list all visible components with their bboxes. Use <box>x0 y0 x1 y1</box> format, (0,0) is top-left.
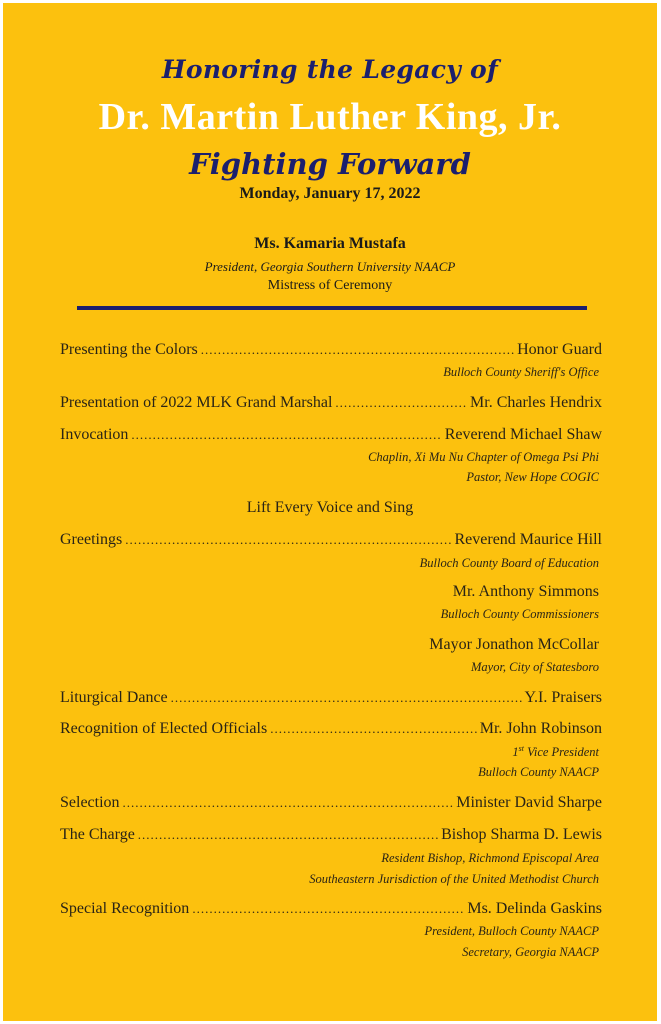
item-sub: Bulloch County Board of Education <box>419 556 599 570</box>
item-sub: Southeastern Jurisdiction of the United Methodist Church <box>309 872 599 886</box>
dot-leader <box>201 342 514 358</box>
dot-leader <box>192 901 464 917</box>
dot-leader <box>125 532 451 548</box>
event-date: Monday, January 17, 2022 <box>239 185 421 202</box>
item-presenter: Minister David Sharpe <box>456 794 602 811</box>
item-presenter: Honor Guard <box>517 341 602 358</box>
item-sub: Pastor, New Hope COGIC <box>466 470 599 484</box>
mc-title: President, Georgia Southern University NAACP <box>204 259 456 274</box>
item-label: Special Recognition <box>60 900 190 917</box>
item-label: Selection <box>60 794 120 811</box>
item-label: Recognition of Elected Officials <box>60 720 268 737</box>
greeter-name: Mr. Anthony Simmons <box>452 583 599 600</box>
item-sub <box>512 744 599 760</box>
program-item-greetings <box>60 531 602 553</box>
item-presenter: Ms. Delinda Gaskins <box>467 900 602 917</box>
header-theme: Fighting Forward <box>189 147 471 181</box>
program-page <box>3 3 657 1021</box>
item-presenter: Mr. John Robinson <box>479 720 602 737</box>
program-item-charge <box>60 826 602 848</box>
program-item-selection <box>60 794 602 816</box>
program-item-colors <box>60 341 602 363</box>
program-item-officials <box>60 720 602 742</box>
dot-leader <box>138 827 438 843</box>
item-sub: Chaplin, Xi Mu Nu Chapter of Omega Psi Phi <box>368 450 599 464</box>
item-sub: Bulloch County Commissioners <box>440 607 599 621</box>
ordinal-suffix: st <box>518 744 525 753</box>
divider-rule <box>77 306 587 310</box>
program-item-dance <box>60 689 602 711</box>
item-sub: Resident Bishop, Richmond Episcopal Area <box>381 851 599 865</box>
item-presenter: Mr. Charles Hendrix <box>470 394 602 411</box>
header-honoree: Dr. Martin Luther King, Jr. <box>98 96 562 138</box>
item-presenter: Reverend Michael Shaw <box>444 426 602 443</box>
header-tagline: Honoring the Legacy of <box>161 55 499 84</box>
item-sub: Mayor, City of Statesboro <box>470 660 599 674</box>
program-item-song: Lift Every Voice and Sing <box>246 499 414 516</box>
item-label: The Charge <box>60 826 135 843</box>
mc-role: Mistress of Ceremony <box>267 278 393 293</box>
item-sub: Bulloch County NAACP <box>478 765 599 779</box>
item-presenter: Y.I. Praisers <box>524 689 602 706</box>
dot-leader <box>270 721 477 737</box>
item-sub: President, Bulloch County NAACP <box>424 924 599 938</box>
dot-leader <box>171 690 522 706</box>
item-label: Presenting the Colors <box>60 341 198 358</box>
ordinal-number: 1 <box>512 745 519 760</box>
item-sub: Bulloch County Sheriff's Office <box>443 365 599 379</box>
dot-leader <box>123 795 454 811</box>
greeter-name: Mayor Jonathon McCollar <box>429 636 599 653</box>
program-item-marshal <box>60 394 602 416</box>
program-item-special <box>60 900 602 922</box>
item-label: Presentation of 2022 MLK Grand Marshal <box>60 394 333 411</box>
item-label: Invocation <box>60 426 129 443</box>
officer-title: Vice President <box>524 745 599 760</box>
item-presenter: Reverend Maurice Hill <box>454 531 602 548</box>
dot-leader <box>335 395 467 411</box>
program-item-invocation <box>60 426 602 448</box>
mc-name: Ms. Kamaria Mustafa <box>254 235 406 252</box>
dot-leader <box>131 427 441 443</box>
item-sub: Secretary, Georgia NAACP <box>462 945 599 959</box>
item-presenter: Bishop Sharma D. Lewis <box>441 826 602 843</box>
item-label: Liturgical Dance <box>60 689 168 706</box>
item-label: Greetings <box>60 531 123 548</box>
